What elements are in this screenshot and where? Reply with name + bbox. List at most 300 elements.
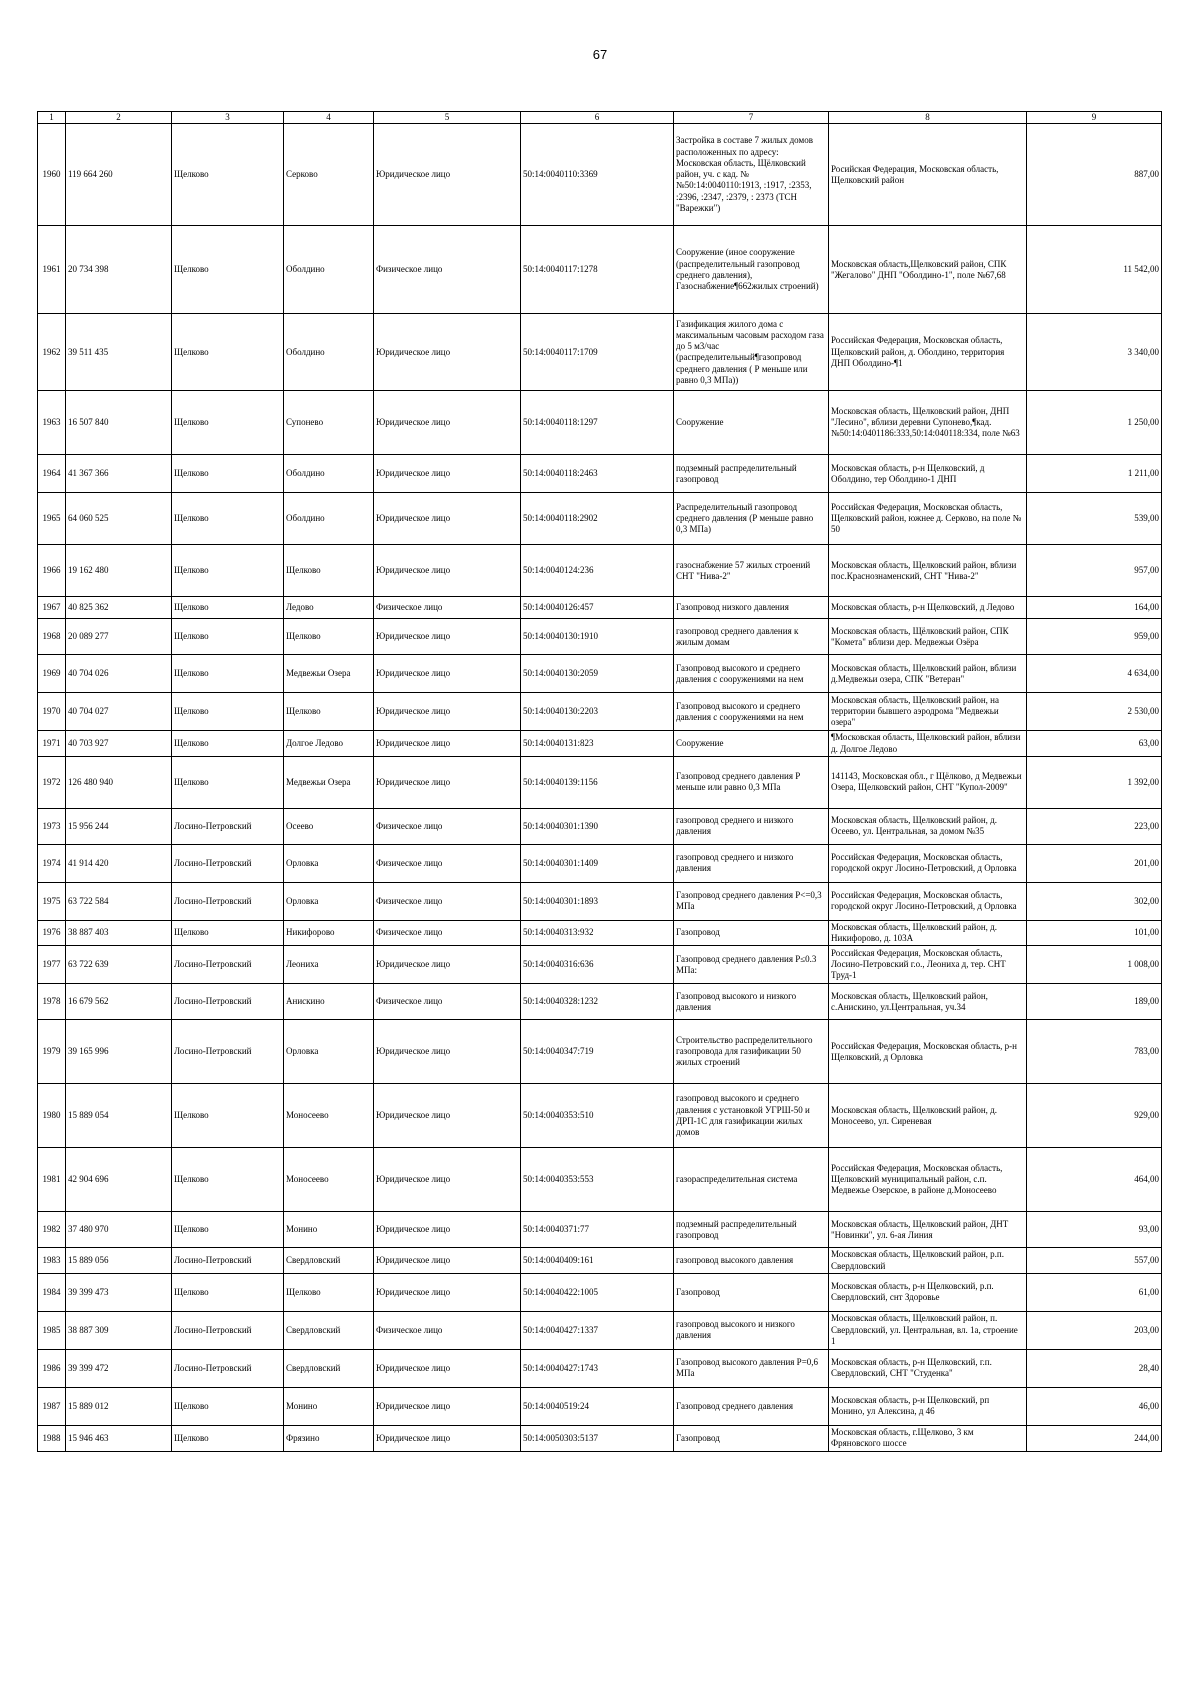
value: 164,00 [1027, 597, 1162, 619]
row-number: 1988 [38, 1425, 66, 1451]
row-number: 1963 [38, 391, 66, 455]
cadastral-number: 50:14:0040353:553 [521, 1148, 674, 1212]
address: Московская область, Щелковский район, д. Моносеево, ул. Сиреневая [829, 1084, 1027, 1148]
locality: Оболдино [284, 493, 374, 545]
owner-type: Юридическое лицо [374, 1387, 521, 1425]
row-number: 1978 [38, 984, 66, 1020]
owner-type: Юридическое лицо [374, 946, 521, 984]
table-row [38, 1425, 1162, 1451]
object-description: газопровод среднего и низкого давления [674, 808, 829, 844]
value: 93,00 [1027, 1212, 1162, 1248]
table-row [38, 1311, 1162, 1349]
value: 957,00 [1027, 545, 1162, 597]
district: Щелково [172, 756, 284, 808]
value: 28,40 [1027, 1349, 1162, 1387]
locality: Оболдино [284, 314, 374, 391]
column-number: 7 [674, 112, 829, 124]
column-number: 4 [284, 112, 374, 124]
address: Московская область, Щелковский район, с.Анискино, ул.Центральная, уч.34 [829, 984, 1027, 1020]
cadastral-number: 50:14:0040519:24 [521, 1387, 674, 1425]
object-id: 63 722 639 [66, 946, 172, 984]
row-number: 1977 [38, 946, 66, 984]
table-row [38, 1248, 1162, 1274]
object-description: Газификация жилого дома с максимальным часовым расходом газа до 5 м3/час (распределительный¶газопровод среднего давления ( Р меньше или равно 0,3 МПа)) [674, 314, 829, 391]
district: Лосино-Петровский [172, 1311, 284, 1349]
table-row [38, 808, 1162, 844]
address: ¶Московская область, Щелковский район, вблизи д. Долгое Ледово [829, 731, 1027, 757]
object-id: 40 703 927 [66, 731, 172, 757]
value: 2 530,00 [1027, 693, 1162, 731]
object-description: Газопровод высокого и среднего давления с сооружениями на нем [674, 693, 829, 731]
address: Московская область, Щёлковский район, СПК "Комета" вблизи дер. Медвежьи Озёра [829, 619, 1027, 655]
value: 3 340,00 [1027, 314, 1162, 391]
locality: Супонево [284, 391, 374, 455]
row-number: 1974 [38, 844, 66, 882]
district: Лосино-Петровский [172, 808, 284, 844]
district: Щелково [172, 920, 284, 946]
locality: Оболдино [284, 226, 374, 314]
object-id: 39 165 996 [66, 1020, 172, 1084]
cadastral-number: 50:14:0040117:1278 [521, 226, 674, 314]
locality: Моносеево [284, 1148, 374, 1212]
address: Российская Федерация, Московская область, Щелковский район, южнее д. Серково, на поле № 50 [829, 493, 1027, 545]
object-description: Сооружение [674, 731, 829, 757]
address: Московская область, Щелковский район, д. Никифорово, д. 103А [829, 920, 1027, 946]
owner-type: Юридическое лицо [374, 455, 521, 493]
cadastral-number: 50:14:0040301:1409 [521, 844, 674, 882]
locality: Моносеево [284, 1084, 374, 1148]
object-id: 63 722 584 [66, 882, 172, 920]
cadastral-number: 50:14:0050303:5137 [521, 1425, 674, 1451]
owner-type: Физическое лицо [374, 920, 521, 946]
owner-type: Физическое лицо [374, 844, 521, 882]
row-number: 1964 [38, 455, 66, 493]
address: Московская область, р-н Щелковский, г.п. Свердловский, СНТ "Студенка" [829, 1349, 1027, 1387]
object-id: 119 664 260 [66, 124, 172, 226]
district: Щелково [172, 493, 284, 545]
address: Московская область, р-н Щелковский, р.п. Свердловский, снт Здоровье [829, 1273, 1027, 1311]
row-number: 1986 [38, 1349, 66, 1387]
address: Московская область, р-н Щелковский, рп Монино, ул Алексина, д 46 [829, 1387, 1027, 1425]
owner-type: Юридическое лицо [374, 1020, 521, 1084]
address: Российская Федерация, Московская область, р-н Щелковский, д Орловка [829, 1020, 1027, 1084]
address: Росийская Федерация, Московская область, Щелковский район [829, 124, 1027, 226]
row-number: 1969 [38, 655, 66, 693]
owner-type: Физическое лицо [374, 808, 521, 844]
locality: Щелково [284, 619, 374, 655]
locality: Свердловский [284, 1248, 374, 1274]
column-number: 2 [66, 112, 172, 124]
district: Щелково [172, 1273, 284, 1311]
cadastral-number: 50:14:0040409:161 [521, 1248, 674, 1274]
object-description: газоснабжение 57 жилых строений СНТ "Нива-2" [674, 545, 829, 597]
cadastral-number: 50:14:0040124:236 [521, 545, 674, 597]
value: 1 211,00 [1027, 455, 1162, 493]
value: 223,00 [1027, 808, 1162, 844]
locality: Свердловский [284, 1311, 374, 1349]
object-id: 15 889 054 [66, 1084, 172, 1148]
owner-type: Юридическое лицо [374, 1349, 521, 1387]
district: Щелково [172, 1084, 284, 1148]
locality: Медвежьи Озера [284, 756, 374, 808]
object-description: газопровод высокого и низкого давления [674, 1311, 829, 1349]
table-row [38, 731, 1162, 757]
address: Российская Федерация, Московская область, городской округ Лосино-Петровский, д Орловка [829, 882, 1027, 920]
value: 959,00 [1027, 619, 1162, 655]
address: Московская область, Щелковский район, ДНП "Лесино", вблизи деревни Супонево,¶кад.№50:14:0401186:333,50:14:040118:334, поле №63 [829, 391, 1027, 455]
value: 929,00 [1027, 1084, 1162, 1148]
owner-type: Юридическое лицо [374, 619, 521, 655]
table-row [38, 1387, 1162, 1425]
owner-type: Юридическое лицо [374, 1084, 521, 1148]
owner-type: Юридическое лицо [374, 1425, 521, 1451]
object-id: 20 089 277 [66, 619, 172, 655]
district: Щелково [172, 226, 284, 314]
locality: Монино [284, 1387, 374, 1425]
row-number: 1967 [38, 597, 66, 619]
object-description: Газопровод [674, 1425, 829, 1451]
owner-type: Физическое лицо [374, 984, 521, 1020]
district: Щелково [172, 124, 284, 226]
table-row [38, 455, 1162, 493]
table-row [38, 946, 1162, 984]
registry-table [37, 111, 1162, 1452]
row-number: 1962 [38, 314, 66, 391]
object-description: Газопровод среднего давления [674, 1387, 829, 1425]
table-row [38, 693, 1162, 731]
object-id: 20 734 398 [66, 226, 172, 314]
district: Щелково [172, 655, 284, 693]
locality: Щелково [284, 693, 374, 731]
locality: Леониха [284, 946, 374, 984]
table-row [38, 1084, 1162, 1148]
row-number: 1972 [38, 756, 66, 808]
cadastral-number: 50:14:0040130:1910 [521, 619, 674, 655]
value: 201,00 [1027, 844, 1162, 882]
object-id: 16 679 562 [66, 984, 172, 1020]
district: Щелково [172, 1387, 284, 1425]
object-description: Застройка в составе 7 жилых домов расположенных по адресу: Московская область, Щёлковский район, уч. с кад. №№50:14:0040110:1913, :1917, :2353, :2396, :2347, :2379, : 2373 (ТСН "Варежки") [674, 124, 829, 226]
cadastral-number: 50:14:0040422:1005 [521, 1273, 674, 1311]
value: 1 392,00 [1027, 756, 1162, 808]
district: Щелково [172, 619, 284, 655]
object-description: газопровод высокого и среднего давления с установкой УГРШ-50 и ДРП-1С для газификации жилых домов [674, 1084, 829, 1148]
object-description: Газопровод высокого и среднего давления с сооружениями на нем [674, 655, 829, 693]
locality: Щелково [284, 545, 374, 597]
district: Щелково [172, 545, 284, 597]
locality: Осеево [284, 808, 374, 844]
address: Московская область, Щелковский район, д. Осеево, ул. Центральная, за домом №35 [829, 808, 1027, 844]
column-number: 1 [38, 112, 66, 124]
value: 61,00 [1027, 1273, 1162, 1311]
object-description: подземный распределительный газопровод [674, 455, 829, 493]
object-id: 41 914 420 [66, 844, 172, 882]
locality: Долгое Ледово [284, 731, 374, 757]
value: 63,00 [1027, 731, 1162, 757]
locality: Серково [284, 124, 374, 226]
district: Щелково [172, 391, 284, 455]
object-id: 38 887 309 [66, 1311, 172, 1349]
cadastral-number: 50:14:0040117:1709 [521, 314, 674, 391]
table-row [38, 920, 1162, 946]
address: Московская область, Щелковский район, р.п. Свердловский [829, 1248, 1027, 1274]
address: Московская область, Щелковский район, ДНТ "Новинки", ул. 6-ая Линия [829, 1212, 1027, 1248]
cadastral-number: 50:14:0040126:457 [521, 597, 674, 619]
address: Московская область, р-н Щелковский, д Ледово [829, 597, 1027, 619]
cadastral-number: 50:14:0040131:823 [521, 731, 674, 757]
object-id: 126 480 940 [66, 756, 172, 808]
table-row [38, 314, 1162, 391]
object-description: Сооружение (иное сооружение (распределительный газопровод среднего давления), Газоснабжение¶662жилых строений) [674, 226, 829, 314]
address: Российская Федерация, Московская область, Щелковский район, д. Оболдино, территория ДНП Оболдино-¶1 [829, 314, 1027, 391]
owner-type: Юридическое лицо [374, 693, 521, 731]
owner-type: Физическое лицо [374, 226, 521, 314]
value: 1 250,00 [1027, 391, 1162, 455]
object-id: 39 399 472 [66, 1349, 172, 1387]
locality: Щелково [284, 1273, 374, 1311]
row-number: 1966 [38, 545, 66, 597]
object-description: Газопровод высокого давления Р=0,6 МПа [674, 1349, 829, 1387]
column-number-row [38, 112, 1162, 124]
owner-type: Физическое лицо [374, 882, 521, 920]
object-id: 15 946 463 [66, 1425, 172, 1451]
value: 46,00 [1027, 1387, 1162, 1425]
district: Щелково [172, 314, 284, 391]
address: 141143, Московская обл., г Щёлково, д Медвежьи Озера, Щелковский район, СНТ "Купол-2009" [829, 756, 1027, 808]
object-description: газопровод среднего и низкого давления [674, 844, 829, 882]
table-row [38, 756, 1162, 808]
object-description: Газопровод среднего давления P<=0,3 МПа [674, 882, 829, 920]
district: Щелково [172, 1148, 284, 1212]
row-number: 1979 [38, 1020, 66, 1084]
column-number: 9 [1027, 112, 1162, 124]
value: 887,00 [1027, 124, 1162, 226]
cadastral-number: 50:14:0040427:1743 [521, 1349, 674, 1387]
value: 11 542,00 [1027, 226, 1162, 314]
owner-type: Юридическое лицо [374, 1148, 521, 1212]
value: 783,00 [1027, 1020, 1162, 1084]
value: 4 634,00 [1027, 655, 1162, 693]
table-row [38, 391, 1162, 455]
object-id: 39 399 473 [66, 1273, 172, 1311]
owner-type: Юридическое лицо [374, 124, 521, 226]
cadastral-number: 50:14:0040313:932 [521, 920, 674, 946]
row-number: 1981 [38, 1148, 66, 1212]
district: Щелково [172, 1425, 284, 1451]
row-number: 1970 [38, 693, 66, 731]
row-number: 1975 [38, 882, 66, 920]
value: 101,00 [1027, 920, 1162, 946]
table-row [38, 493, 1162, 545]
row-number: 1980 [38, 1084, 66, 1148]
owner-type: Юридическое лицо [374, 655, 521, 693]
value: 557,00 [1027, 1248, 1162, 1274]
object-id: 40 704 026 [66, 655, 172, 693]
table-row [38, 844, 1162, 882]
locality: Монино [284, 1212, 374, 1248]
owner-type: Юридическое лицо [374, 545, 521, 597]
row-number: 1965 [38, 493, 66, 545]
object-id: 64 060 525 [66, 493, 172, 545]
table-row [38, 124, 1162, 226]
table-row [38, 619, 1162, 655]
table-row [38, 1212, 1162, 1248]
row-number: 1961 [38, 226, 66, 314]
locality: Медвежьи Озера [284, 655, 374, 693]
owner-type: Юридическое лицо [374, 1212, 521, 1248]
value: 539,00 [1027, 493, 1162, 545]
address: Московская область, Щелковский район, п. Свердловский, ул. Центральная, вл. 1а, строение 1 [829, 1311, 1027, 1349]
object-description: газораспределительная система [674, 1148, 829, 1212]
row-number: 1987 [38, 1387, 66, 1425]
object-id: 15 956 244 [66, 808, 172, 844]
district: Лосино-Петровский [172, 844, 284, 882]
address: Московская область, Щелковский район, вблизи д.Медвежьи озера, СПК "Ветеран" [829, 655, 1027, 693]
table-row [38, 1273, 1162, 1311]
owner-type: Юридическое лицо [374, 756, 521, 808]
address: Московская область, г.Щелково, 3 км Фряновского шоссе [829, 1425, 1027, 1451]
object-description: Газопровод [674, 1273, 829, 1311]
locality: Оболдино [284, 455, 374, 493]
row-number: 1982 [38, 1212, 66, 1248]
object-description: Распределительный газопровод среднего давления (Р меньше равно 0,3 МПа) [674, 493, 829, 545]
locality: Никифорово [284, 920, 374, 946]
value: 189,00 [1027, 984, 1162, 1020]
object-description: подземный распределительный газопровод [674, 1212, 829, 1248]
district: Щелково [172, 597, 284, 619]
row-number: 1985 [38, 1311, 66, 1349]
address: Российская Федерация, Московская область, Лосино-Петровский г.о., Леониха д, тер. СНТ Труд-1 [829, 946, 1027, 984]
district: Щелково [172, 1212, 284, 1248]
row-number: 1973 [38, 808, 66, 844]
address: Российская Федерация, Московская область, городской округ Лосино-Петровский, д Орловка [829, 844, 1027, 882]
cadastral-number: 50:14:0040130:2203 [521, 693, 674, 731]
cadastral-number: 50:14:0040328:1232 [521, 984, 674, 1020]
cadastral-number: 50:14:0040118:1297 [521, 391, 674, 455]
cadastral-number: 50:14:0040301:1390 [521, 808, 674, 844]
address: Московская область, р-н Щелковский, д Оболдино, тер Оболдино-1 ДНП [829, 455, 1027, 493]
cadastral-number: 50:14:0040118:2463 [521, 455, 674, 493]
cadastral-number: 50:14:0040353:510 [521, 1084, 674, 1148]
value: 302,00 [1027, 882, 1162, 920]
table-row [38, 545, 1162, 597]
owner-type: Юридическое лицо [374, 314, 521, 391]
owner-type: Юридическое лицо [374, 1273, 521, 1311]
value: 464,00 [1027, 1148, 1162, 1212]
address: Московская область, Щелковский район, на территории бывшего аэродрома "Медвежьи озера" [829, 693, 1027, 731]
cadastral-number: 50:14:0040139:1156 [521, 756, 674, 808]
value: 244,00 [1027, 1425, 1162, 1451]
cadastral-number: 50:14:0040301:1893 [521, 882, 674, 920]
object-description: Сооружение [674, 391, 829, 455]
object-description: Газопровод среднего давления Р≤0.3 МПа: [674, 946, 829, 984]
table-row [38, 1349, 1162, 1387]
object-id: 16 507 840 [66, 391, 172, 455]
object-id: 40 704 027 [66, 693, 172, 731]
district: Лосино-Петровский [172, 1248, 284, 1274]
owner-type: Юридическое лицо [374, 731, 521, 757]
object-description: Газопровод [674, 920, 829, 946]
owner-type: Физическое лицо [374, 597, 521, 619]
object-description: Строительство распределительного газопровода для газификации 50 жилых строений [674, 1020, 829, 1084]
district: Лосино-Петровский [172, 984, 284, 1020]
value: 203,00 [1027, 1311, 1162, 1349]
object-description: газопровод высокого давления [674, 1248, 829, 1274]
column-number: 3 [172, 112, 284, 124]
cadastral-number: 50:14:0040316:636 [521, 946, 674, 984]
object-id: 41 367 366 [66, 455, 172, 493]
district: Лосино-Петровский [172, 1349, 284, 1387]
object-description: Газопровод среднего давления Р меньше или равно 0,3 МПа [674, 756, 829, 808]
page-number: 67 [592, 47, 608, 62]
table-row [38, 1148, 1162, 1212]
address: Московская область, Щелковский район, вблизи пос.Краснознаменский, СНТ "Нива-2" [829, 545, 1027, 597]
row-number: 1984 [38, 1273, 66, 1311]
locality: Анискино [284, 984, 374, 1020]
cadastral-number: 50:14:0040347:719 [521, 1020, 674, 1084]
cadastral-number: 50:14:0040110:3369 [521, 124, 674, 226]
object-description: Газопровод высокого и низкого давления [674, 984, 829, 1020]
locality: Ледово [284, 597, 374, 619]
column-number: 6 [521, 112, 674, 124]
locality: Орловка [284, 882, 374, 920]
row-number: 1971 [38, 731, 66, 757]
district: Лосино-Петровский [172, 946, 284, 984]
district: Щелково [172, 455, 284, 493]
object-id: 37 480 970 [66, 1212, 172, 1248]
table-row [38, 655, 1162, 693]
row-number: 1976 [38, 920, 66, 946]
table-row [38, 226, 1162, 314]
address: Российская Федерация, Московская область, Щелковский муниципальный район, с.п. Медвежье Озерское, в районе д.Моносеево [829, 1148, 1027, 1212]
locality: Орловка [284, 844, 374, 882]
district: Лосино-Петровский [172, 882, 284, 920]
owner-type: Юридическое лицо [374, 1248, 521, 1274]
locality: Фрязино [284, 1425, 374, 1451]
column-number: 5 [374, 112, 521, 124]
object-id: 15 889 056 [66, 1248, 172, 1274]
district: Щелково [172, 693, 284, 731]
column-number: 8 [829, 112, 1027, 124]
owner-type: Юридическое лицо [374, 391, 521, 455]
object-id: 39 511 435 [66, 314, 172, 391]
district: Щелково [172, 731, 284, 757]
object-description: газопровод среднего давления к жилым домам [674, 619, 829, 655]
cadastral-number: 50:14:0040118:2902 [521, 493, 674, 545]
object-id: 40 825 362 [66, 597, 172, 619]
table-row [38, 1020, 1162, 1084]
value: 1 008,00 [1027, 946, 1162, 984]
address: Московская область,Щелковский район, СПК "Жегалово" ДНП "Оболдино-1", поле №67,68 [829, 226, 1027, 314]
locality: Свердловский [284, 1349, 374, 1387]
object-id: 19 162 480 [66, 545, 172, 597]
row-number: 1960 [38, 124, 66, 226]
table-row [38, 597, 1162, 619]
object-id: 42 904 696 [66, 1148, 172, 1212]
owner-type: Юридическое лицо [374, 493, 521, 545]
object-id: 15 889 012 [66, 1387, 172, 1425]
locality: Орловка [284, 1020, 374, 1084]
row-number: 1968 [38, 619, 66, 655]
district: Лосино-Петровский [172, 1020, 284, 1084]
cadastral-number: 50:14:0040427:1337 [521, 1311, 674, 1349]
object-id: 38 887 403 [66, 920, 172, 946]
cadastral-number: 50:14:0040371:77 [521, 1212, 674, 1248]
row-number: 1983 [38, 1248, 66, 1274]
object-description: Газопровод низкого давления [674, 597, 829, 619]
owner-type: Физическое лицо [374, 1311, 521, 1349]
cadastral-number: 50:14:0040130:2059 [521, 655, 674, 693]
